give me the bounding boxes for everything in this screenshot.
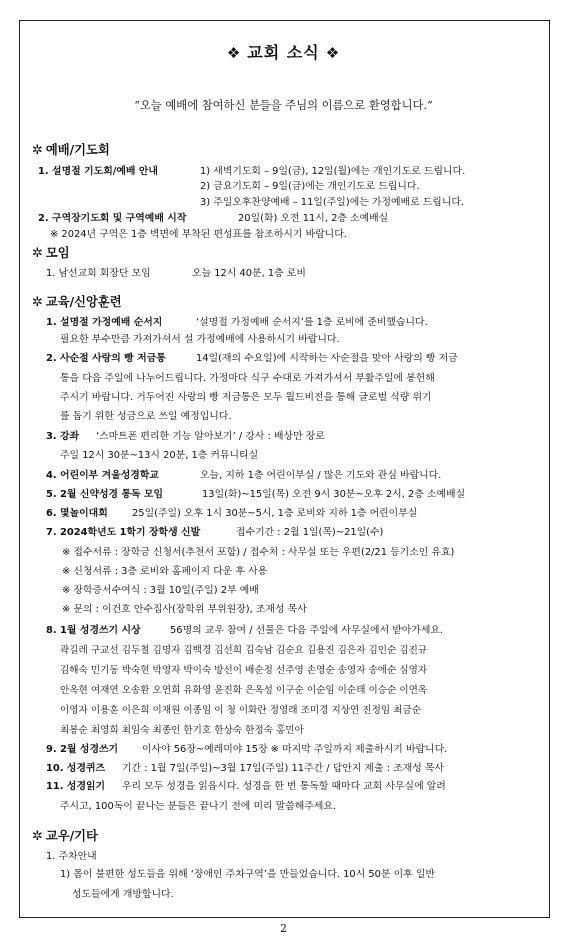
notice-line: 25일(주일) 오후 1시 30분~5시, 1층 로비와 지하 1층 어린이부실 <box>132 508 418 519</box>
notice-line: 성도들에게 개방합니다. <box>72 889 174 900</box>
notice-line: 1. 설명절 가정예배 순서지 <box>46 317 163 328</box>
notice-line: 11. 성경읽기 <box>46 781 106 792</box>
star-icon: ✲ <box>32 829 43 844</box>
notice-line: 이영자 이용훈 이은희 이재원 이종임 이 청 이화란 정영래 조미경 지상연 진정임 최금순 <box>60 705 421 716</box>
star-icon: ✲ <box>32 295 43 310</box>
notice-line: ※ 문의 : 이건호 안수집사(장학위 부위원장), 조재성 목사 <box>62 604 307 615</box>
diamond-icon-left: ❖ <box>226 44 242 62</box>
section-heading-education: ✲ 교육/신앙훈련 <box>32 295 122 310</box>
notice-line: 4. 어린이부 겨울성경학교 <box>46 470 159 481</box>
notice-line: 5. 2월 신약성경 통독 모임 <box>46 489 164 500</box>
notice-line: 를 돕기 위한 성금으로 쓰일 예정입니다. <box>60 411 232 422</box>
notice-line: 이사야 56장~예레미야 15장 ※ 마지막 주일까지 제출하시기 바랍니다. <box>142 744 448 755</box>
notice-line: ‘설명절 가정예배 순서지’를 1층 로비에 준비했습니다. <box>196 317 428 328</box>
notice-line: 필요한 부수만큼 가져가셔서 설 가정예배에 사용하시기 바랍니다. <box>60 334 340 345</box>
notice-line: 주시기 바랍니다. 거두어진 사랑의 빵 저금통은 모두 월드비전을 통해 글로벌 식량 위기 <box>60 392 432 403</box>
notice-line: 기간 : 1월 7일(주일)~3월 17일(주일) 11주간 / 답안지 제출 : 조재성 목사 <box>122 763 445 774</box>
notice-line: 56명의 교우 참여 / 선물은 다음 주일에 사무실에서 받아가세요. <box>170 625 444 636</box>
notice-line: 20일(화) 오전 11시, 2층 소예배실 <box>238 213 389 224</box>
notice-line: 안옥현 여재연 오송환 오연희 유화영 윤진화 은옥성 이구순 이순임 이순태 이승순 이연옥 <box>60 685 428 696</box>
notice-line: 13일(화)~15일(목) 오전 9시 30분~오후 2시, 2층 소예배실 <box>202 489 466 500</box>
notice-line: 2. 구역장기도회 및 구역예배 시작 <box>38 213 187 224</box>
notice-line: 1. 주차안내 <box>46 851 97 862</box>
notice-line: 8. 1월 성경쓰기 시상 <box>46 625 141 636</box>
diamond-icon-right: ❖ <box>325 44 341 62</box>
notice-line: 6. 몇놀이대회 <box>46 508 108 519</box>
notice-line: ※ 2024년 구역은 1층 벽면에 부착된 편성표를 참조하시기 바랍니다. <box>50 229 347 240</box>
notice-line: 9. 2월 성경쓰기 <box>46 744 119 755</box>
notice-line: ※ 장학증서수여식 : 3월 10일(주일) 2부 예배 <box>62 585 259 596</box>
notice-line: 1. 남선교회 회장단 모임 <box>46 268 151 279</box>
notice-line: 곽길레 구교선 김두철 김명자 김백경 김선희 김숙남 김순요 김용진 김은자 김인순 김진규 <box>60 645 428 656</box>
welcome-message: “오늘 예배에 참여하신 분들을 주님의 이름으로 환영합니다.” <box>134 99 433 112</box>
notice-line: 1) 몸이 불편한 성도들을 위해 ‘장애인 주차구역’을 만들었습니다. 10시 50분 이후 일반 <box>60 869 435 880</box>
notice-line: 우리 모두 성경을 읽읍시다. 성경을 한 번 통독할 때마다 교회 사무실에 알려 <box>122 781 446 792</box>
notice-line: ‘스마트폰 편리한 기능 알아보기’ / 강사 : 배상만 장로 <box>96 431 325 442</box>
notice-line: 10. 성경퀴즈 <box>46 763 106 774</box>
notice-line: 1. 설명절 기도회/예배 안내 <box>38 166 158 177</box>
star-icon: ✲ <box>32 246 43 261</box>
notice-line: 접수기간 : 2월 1일(목)~21일(수) <box>236 527 384 538</box>
section-heading-worship: ✲ 예배/기도회 <box>32 143 110 158</box>
notice-line: 주일 12시 30분~13시 20분, 1층 커뮤니티실 <box>60 450 259 461</box>
page-number: 2 <box>280 922 287 935</box>
notice-line: ※ 신청서류 : 3층 로비와 홈페이지 다운 후 사용 <box>62 566 268 577</box>
notice-line: ※ 접수서류 : 장학금 신청서(추천서 포함) / 접수처 : 사무실 또는 우편(2/21 등기소인 유효) <box>62 547 455 558</box>
notice-line: 1) 새벽기도회 – 9일(금), 12일(월)에는 개인기도로 드립니다. <box>200 166 466 177</box>
star-icon: ✲ <box>32 143 43 158</box>
title-text: 교회 소식 <box>247 43 320 62</box>
notice-line: 통을 다음 주일에 나누어드립니다. 가정마다 식구 수대로 가져가셔서 부활주일에 봉헌해 <box>60 373 435 384</box>
section-heading-meetings: ✲ 모임 <box>32 246 70 261</box>
notice-line: 최봉순 최영희 최임숙 최종인 한기호 한상숙 한정숙 홍민아 <box>60 725 304 736</box>
notice-line: 14일(재의 수요일)에 시작하는 사순절을 맞아 사랑의 빵 저금 <box>196 353 458 364</box>
notice-line: 2. 사순절 사랑의 빵 저금통 <box>46 353 166 364</box>
notice-line: 3. 강좌 <box>46 431 80 442</box>
notice-line: 7. 2024학년도 1학기 장학생 신발 <box>46 527 201 538</box>
notice-line: 오늘, 지하 1층 어린이부실 / 많은 기도와 관심 바랍니다. <box>200 470 442 481</box>
page-title <box>0 40 567 63</box>
notice-line: 오늘 12시 40분, 1층 로비 <box>192 268 306 279</box>
notice-line: 2) 금요기도회 – 9일(금)에는 개인기도로 드립니다. <box>200 181 420 192</box>
notice-line: 3) 주일오후찬양예배 – 11일(주일)에는 가정예배로 드립니다. <box>200 197 465 208</box>
notice-line: 김해숙 민기동 박숙현 박영자 박이숙 방선이 배순정 선주영 손영순 송영자 송에순 심영자 <box>60 665 428 676</box>
notice-line: 주시고, 100독이 끝나는 분들은 끝나기 전에 미리 말씀해주세요. <box>60 801 337 812</box>
section-heading-members: ✲ 교우/기타 <box>32 829 98 844</box>
